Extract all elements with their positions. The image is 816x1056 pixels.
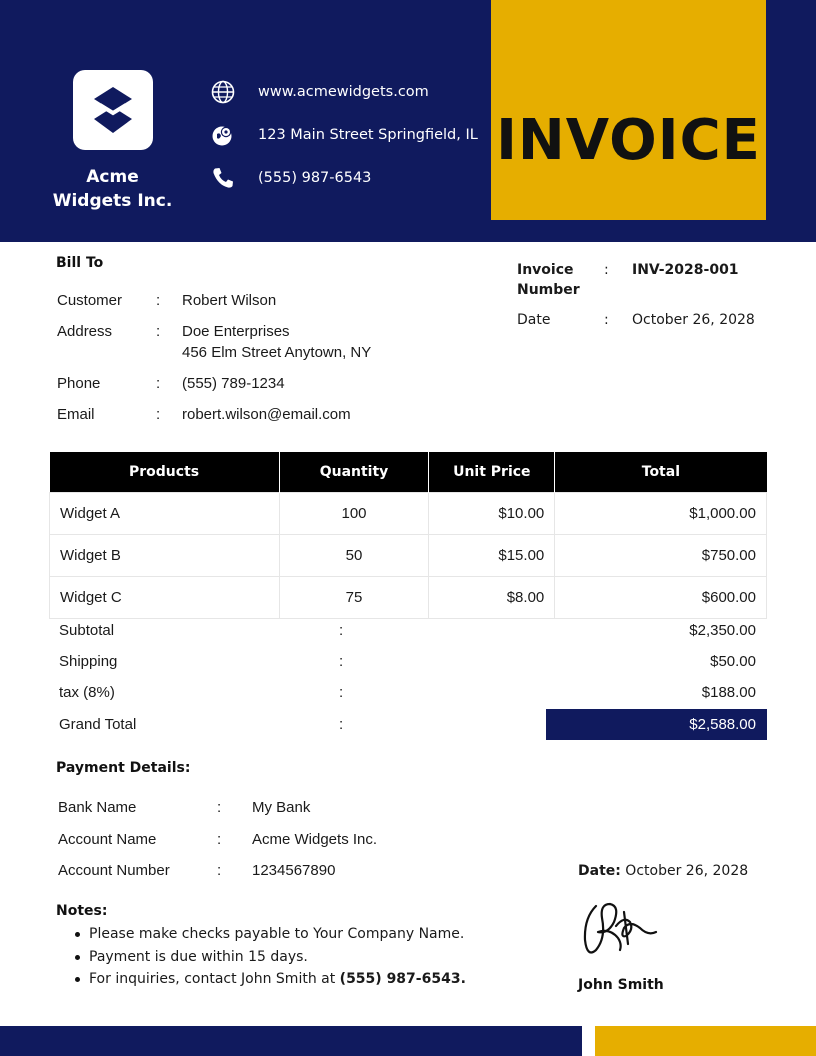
total-cell: $750.00	[555, 534, 767, 576]
address-value-line2: 456 Elm Street Anytown, NY	[182, 344, 372, 361]
list-item: Please make checks payable to Your Company Name.	[89, 923, 466, 946]
table-row	[50, 492, 767, 534]
table-row	[50, 576, 767, 618]
invoice-date-value: October 26, 2028	[632, 312, 755, 328]
header-banner	[0, 0, 816, 242]
colon: :	[604, 262, 609, 278]
globe-icon	[210, 79, 236, 105]
quantity-cell: 75	[279, 576, 429, 618]
grand-total-label: Grand Total	[59, 716, 137, 733]
inquiry-phone: (555) 987-6543.	[339, 971, 466, 987]
location-globe-icon	[210, 122, 236, 148]
notes-heading: Notes:	[56, 903, 108, 919]
company-name	[40, 165, 185, 213]
phone-label: Phone	[57, 375, 101, 392]
product-cell: Widget A	[50, 492, 280, 534]
company-name-line2: Widgets Inc.	[52, 191, 173, 211]
signature-date-label: Date:	[578, 863, 621, 879]
address-label: Address	[57, 323, 113, 340]
invoice-title-box	[491, 0, 766, 220]
list-item	[89, 968, 466, 991]
shipping-value: $50.00	[710, 653, 756, 670]
product-cell: Widget B	[50, 534, 280, 576]
phone-row	[210, 164, 371, 192]
invoice-number-label	[517, 260, 580, 300]
tax-label: tax (8%)	[59, 684, 115, 701]
header-total: Total	[555, 452, 767, 492]
header-quantity: Quantity	[279, 452, 429, 492]
stacked-diamond-logo-icon	[86, 83, 140, 137]
company-logo	[73, 70, 153, 150]
invoice-number-label-line1: Invoice	[517, 262, 574, 278]
colon: :	[339, 622, 344, 639]
account-name-label: Account Name	[58, 831, 157, 848]
bill-to-heading: Bill To	[56, 255, 104, 271]
items-table	[49, 452, 767, 619]
colon: :	[217, 862, 222, 879]
signature-drawing	[580, 898, 662, 962]
invoice-number-value: INV-2028-001	[632, 262, 739, 278]
email-value[interactable]: robert.wilson@email.com	[182, 406, 351, 423]
colon: :	[339, 716, 344, 733]
signer-name: John Smith	[578, 977, 664, 993]
address-row	[210, 121, 478, 149]
colon: :	[156, 323, 161, 340]
colon: :	[339, 684, 344, 701]
invoice-date-label: Date	[517, 312, 551, 328]
colon: :	[217, 831, 222, 848]
address-value-line1: Doe Enterprises	[182, 323, 290, 340]
shipping-label: Shipping	[59, 653, 118, 670]
company-website[interactable]: www.acmewidgets.com	[258, 84, 429, 100]
notes-list	[89, 923, 466, 991]
header-unit-price: Unit Price	[429, 452, 555, 492]
email-label: Email	[57, 406, 95, 423]
header-products: Products	[50, 452, 280, 492]
colon: :	[217, 799, 222, 816]
phone-icon	[210, 165, 236, 191]
unit-price-cell: $15.00	[429, 534, 555, 576]
colon: :	[339, 653, 344, 670]
account-number-value: 1234567890	[252, 862, 336, 879]
grand-total-value: $2,588.00	[689, 716, 756, 733]
signature-date-value: October 26, 2028	[620, 863, 749, 879]
account-name-value: Acme Widgets Inc.	[252, 831, 378, 848]
invoice-title: INVOICE	[496, 108, 761, 173]
company-address: 123 Main Street Springfield, IL	[258, 127, 478, 143]
colon: :	[156, 406, 161, 423]
website-row	[210, 78, 429, 106]
subtotal-value: $2,350.00	[689, 622, 756, 639]
payment-details-heading: Payment Details:	[56, 760, 191, 776]
product-cell: Widget C	[50, 576, 280, 618]
bank-name-label: Bank Name	[58, 799, 137, 816]
quantity-cell: 100	[279, 492, 429, 534]
table-header-row	[50, 452, 767, 492]
subtotal-label: Subtotal	[59, 622, 115, 639]
phone-value: (555) 789-1234	[182, 375, 285, 392]
signature-date	[578, 861, 748, 881]
list-item: Payment is due within 15 days.	[89, 946, 466, 969]
inquiry-text: For inquiries, contact John Smith at	[89, 971, 340, 987]
company-phone: (555) 987-6543	[258, 170, 372, 186]
company-name-line1: Acme	[86, 167, 139, 187]
total-cell: $1,000.00	[555, 492, 767, 534]
footer-gold-bar	[595, 1026, 816, 1056]
customer-value: Robert Wilson	[182, 292, 277, 309]
colon: :	[156, 292, 161, 309]
footer-navy-bar	[0, 1026, 582, 1056]
quantity-cell: 50	[279, 534, 429, 576]
customer-label: Customer	[57, 292, 123, 309]
unit-price-cell: $8.00	[429, 576, 555, 618]
invoice-number-label-line2: Number	[517, 282, 580, 298]
colon: :	[604, 312, 609, 328]
account-number-label: Account Number	[58, 862, 170, 879]
tax-value: $188.00	[701, 684, 756, 701]
unit-price-cell: $10.00	[429, 492, 555, 534]
bank-name-value: My Bank	[252, 799, 311, 816]
colon: :	[156, 375, 161, 392]
table-row	[50, 534, 767, 576]
total-cell: $600.00	[555, 576, 767, 618]
